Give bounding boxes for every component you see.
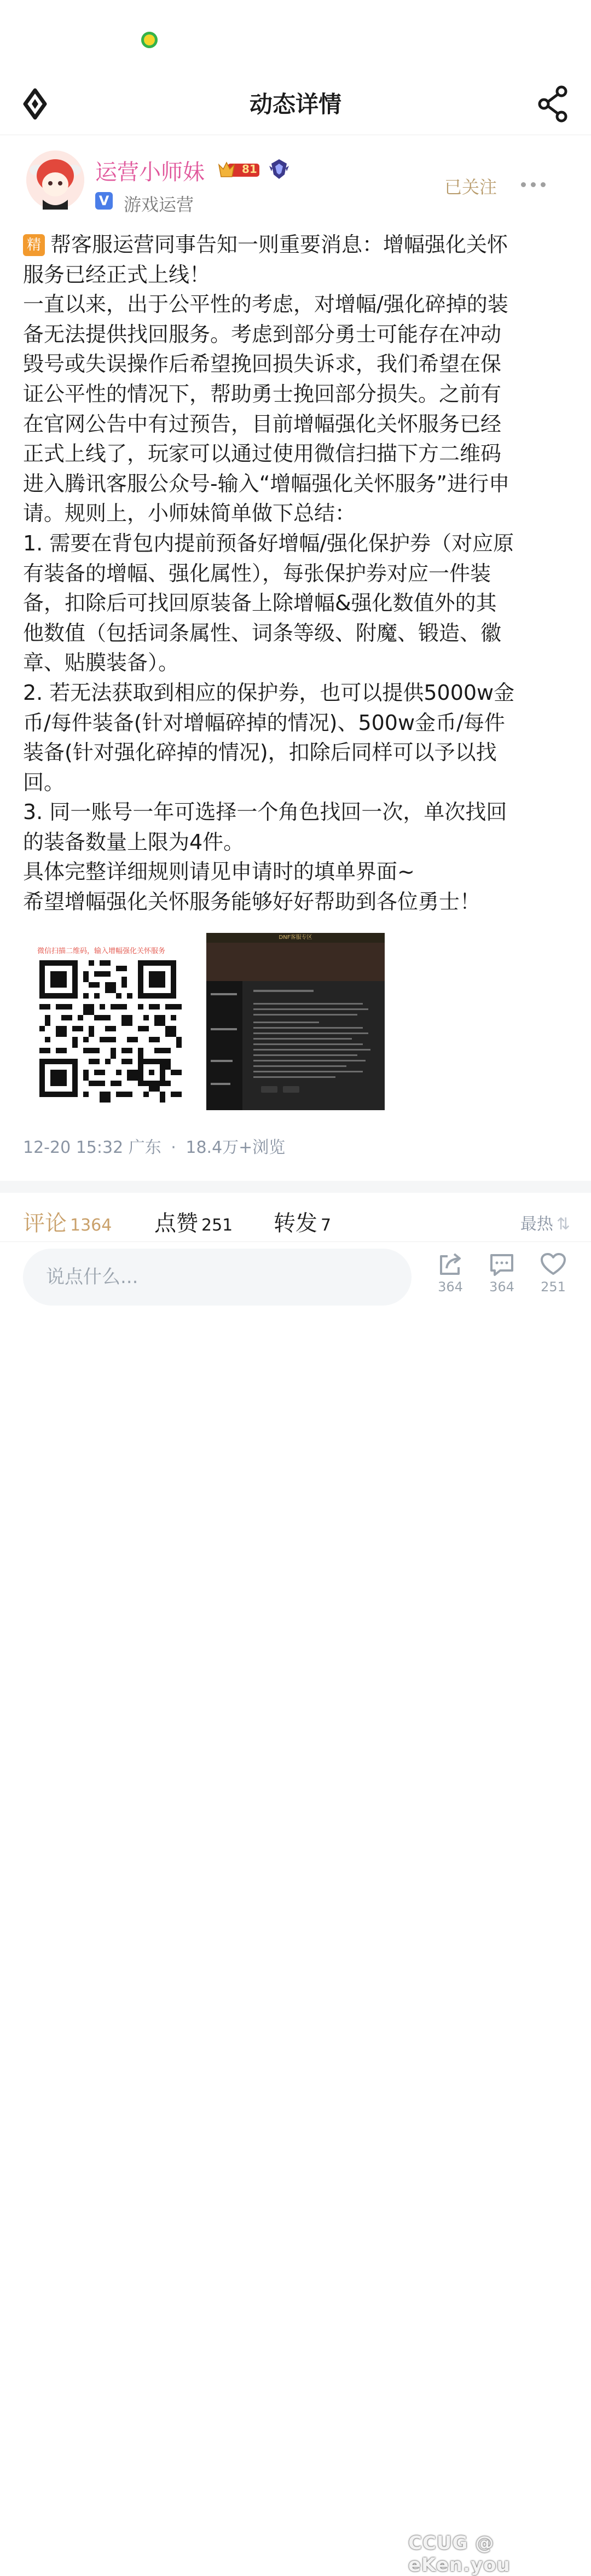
comment-input[interactable]: 说点什么... [23, 1249, 412, 1306]
post-line: 服务已经正式上线！ [23, 262, 211, 287]
post-meta [23, 1134, 285, 1158]
qr-code-image[interactable] [25, 933, 201, 1110]
comment-action-count: 364 [489, 1279, 514, 1295]
post-line: 备无法提供找回服务。考虑到部分勇士可能存在冲动 [23, 322, 502, 346]
page-title: 动态详情 [249, 91, 341, 118]
essence-badge: 精 [23, 234, 45, 256]
post-line: 他数值（包括词条属性、词条等级、附魔、锻造、徽 [23, 620, 502, 645]
sort-icon: ⇅ [556, 1215, 570, 1234]
post-line: 回。 [23, 770, 65, 794]
comment-action-button[interactable] [477, 1251, 526, 1306]
repost-count: 7 [321, 1216, 332, 1235]
share-icon [530, 80, 577, 127]
post-line: 正式上线了，玩家可以通过使用微信扫描下方二维码 [23, 442, 502, 466]
post-time: 12-20 15:32 [23, 1138, 124, 1157]
qr-caption: 微信扫描二维码，输入增幅强化关怀服务 [37, 947, 166, 955]
service-screenshot-image[interactable] [206, 933, 385, 1110]
comment-icon [488, 1251, 515, 1278]
post-line: 毁号或失误操作后希望挽回损失诉求，我们希望在保 [23, 352, 502, 376]
post-line: 有装备的增幅、强化属性），每张保护券对应一件装 [23, 561, 491, 585]
header [0, 74, 591, 135]
interaction-tabs [0, 1193, 591, 1242]
level-number: 81 [242, 163, 257, 176]
post-line: 备，扣除后可找回原装备上除增幅&强化数值外的其 [23, 591, 497, 616]
post-views: 18.4万+浏览 [186, 1138, 286, 1157]
share-button[interactable] [530, 80, 577, 127]
heart-icon [540, 1251, 567, 1278]
post-line: 3. 同一账号一年可选择一个角色找回一次，单次找回 [23, 800, 507, 825]
post-line: 请。规则上，小师妹简单做下总结： [23, 501, 356, 526]
post-line: 精 帮客服运营同事告知一则重要消息：增幅强化关怀 [23, 230, 569, 260]
more-dot-icon [541, 182, 546, 187]
status-bar [0, 0, 591, 74]
crest-icon [268, 158, 290, 180]
author-role: 游戏运营 [124, 194, 194, 215]
post-line: 币/每件装备(针对增幅碎掉的情况)、500w金币/每件 [23, 710, 505, 735]
post-line: 2. 若无法获取到相应的保护券，也可以提供5000w金 [23, 680, 515, 705]
post-line: 证公平性的情况下，帮助勇士挽回部分损失。之前有 [23, 381, 502, 406]
like-count: 251 [201, 1216, 233, 1235]
follow-button[interactable]: 已关注 [444, 177, 497, 198]
post-line: 具体完整详细规则请见申请时的填单界面~ [23, 860, 415, 884]
more-dot-icon [521, 182, 526, 187]
verified-icon: V [95, 192, 113, 210]
more-dot-icon [531, 182, 536, 187]
like-action-count: 251 [541, 1279, 566, 1295]
post-line: 进入腾讯客服公众号-输入“增幅强化关怀服务”进行申 [23, 471, 510, 496]
post-line: 在官网公告中有过预告，目前增幅强化关怀服务已经 [23, 411, 502, 436]
post-line: 装备(针对强化碎掉的情况)，扣除后同样可以予以找 [23, 740, 497, 765]
author-name[interactable]: 运营小师妹 [95, 160, 205, 185]
share-action-button[interactable] [426, 1251, 475, 1306]
tab-comments[interactable]: 评论 1364 [23, 1211, 112, 1236]
crest-badge [268, 158, 290, 180]
post-line: 一直以来，出于公平性的考虑，对增幅/强化碎掉的装 [23, 292, 508, 317]
share-count: 364 [438, 1279, 463, 1295]
avatar-image [26, 150, 84, 210]
post-line: 的装备数量上限为4件。 [23, 829, 245, 854]
post-line: 希望增幅强化关怀服务能够好好帮助到各位勇士！ [23, 890, 481, 914]
meta-separator: · [171, 1138, 176, 1157]
level-badge [218, 160, 262, 179]
post-line: 1. 需要在背包内提前预备好增幅/强化保护券（对应原 [23, 531, 514, 555]
tab-reposts[interactable]: 转发 7 [274, 1211, 332, 1236]
avatar[interactable] [26, 150, 84, 210]
sort-button[interactable]: 最热 ⇅ [520, 1215, 570, 1234]
screenshot-title: DNF客服专区 [206, 933, 385, 943]
bottom-action-bar [0, 1242, 591, 2576]
comment-count: 1364 [70, 1216, 112, 1235]
qr-code-icon [39, 960, 182, 1103]
share-out-icon [437, 1251, 464, 1278]
tab-likes[interactable]: 点赞 251 [154, 1211, 233, 1236]
watermark: CCUG @ eKen.you [408, 2532, 511, 2576]
post-location: 广东 [128, 1138, 161, 1157]
notification-icon [141, 32, 158, 48]
post-content [23, 230, 569, 917]
like-action-button[interactable] [529, 1251, 578, 1306]
post-line: 章、贴膜装备）。 [23, 651, 179, 675]
more-options-button[interactable] [520, 175, 547, 194]
section-divider [0, 1181, 591, 1193]
screenshot-body-icon [206, 943, 385, 1110]
author-info [0, 150, 591, 216]
